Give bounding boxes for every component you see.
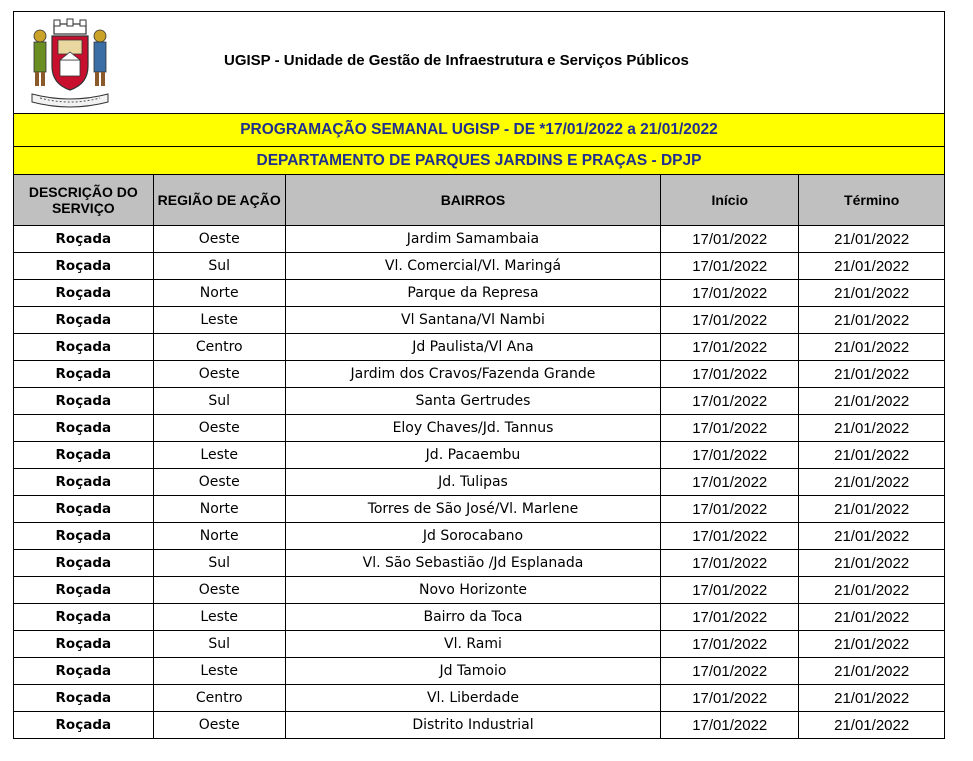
table-row [14, 253, 944, 280]
department-title: DEPARTAMENTO DE PARQUES JARDINS E PRAÇAS - DPJP [14, 147, 944, 175]
table-row [14, 307, 944, 334]
bairro-cell: Jd. Tulipas [285, 469, 660, 496]
regiao-cell: Leste [153, 442, 285, 469]
servico-cell: Roçada [14, 685, 153, 712]
termino-cell: 21/01/2022 [799, 712, 944, 739]
servico-cell: Roçada [14, 334, 153, 361]
table-row [14, 469, 944, 496]
servico-cell: Roçada [14, 388, 153, 415]
inicio-cell: 17/01/2022 [661, 577, 799, 604]
servico-cell: Roçada [14, 712, 153, 739]
inicio-cell: 17/01/2022 [661, 658, 799, 685]
bairro-cell: Santa Gertrudes [285, 388, 660, 415]
servico-cell: Roçada [14, 550, 153, 577]
regiao-cell: Centro [153, 685, 285, 712]
bairro-cell: Parque da Represa [285, 280, 660, 307]
regiao-cell: Norte [153, 523, 285, 550]
inicio-cell: 17/01/2022 [661, 280, 799, 307]
municipal-coat-of-arms-icon [24, 18, 116, 108]
inicio-cell: 17/01/2022 [661, 226, 799, 253]
table-row [14, 415, 944, 442]
table-row [14, 226, 944, 253]
termino-cell: 21/01/2022 [799, 469, 944, 496]
servico-cell: Roçada [14, 415, 153, 442]
inicio-cell: 17/01/2022 [661, 523, 799, 550]
table-row [14, 577, 944, 604]
servico-cell: Roçada [14, 523, 153, 550]
termino-cell: 21/01/2022 [799, 658, 944, 685]
table-row [14, 604, 944, 631]
bairro-cell: Distrito Industrial [285, 712, 660, 739]
table-row [14, 334, 944, 361]
table-row [14, 631, 944, 658]
bairro-cell: Vl. São Sebastião /Jd Esplanada [285, 550, 660, 577]
bairro-cell: Bairro da Toca [285, 604, 660, 631]
table-row [14, 523, 944, 550]
servico-cell: Roçada [14, 577, 153, 604]
table-row [14, 280, 944, 307]
column-header-inicio: Início [661, 175, 799, 226]
termino-cell: 21/01/2022 [799, 361, 944, 388]
regiao-cell: Leste [153, 658, 285, 685]
termino-cell: 21/01/2022 [799, 415, 944, 442]
regiao-cell: Sul [153, 550, 285, 577]
servico-cell: Roçada [14, 604, 153, 631]
inicio-cell: 17/01/2022 [661, 469, 799, 496]
termino-cell: 21/01/2022 [799, 334, 944, 361]
table-row [14, 361, 944, 388]
inicio-cell: 17/01/2022 [661, 361, 799, 388]
bairro-cell: Eloy Chaves/Jd. Tannus [285, 415, 660, 442]
termino-cell: 21/01/2022 [799, 280, 944, 307]
regiao-cell: Oeste [153, 361, 285, 388]
regiao-cell: Sul [153, 388, 285, 415]
column-header-termino: Término [799, 175, 944, 226]
table-row [14, 658, 944, 685]
bairro-cell: Jardim Samambaia [285, 226, 660, 253]
inicio-cell: 17/01/2022 [661, 388, 799, 415]
column-header-bairros: BAIRROS [285, 175, 660, 226]
servico-cell: Roçada [14, 226, 153, 253]
table-header-row [14, 175, 944, 226]
regiao-cell: Sul [153, 253, 285, 280]
inicio-cell: 17/01/2022 [661, 442, 799, 469]
table-row [14, 712, 944, 739]
servico-cell: Roçada [14, 307, 153, 334]
bairro-cell: Torres de São José/Vl. Marlene [285, 496, 660, 523]
regiao-cell: Oeste [153, 712, 285, 739]
bairro-cell: Jd Tamoio [285, 658, 660, 685]
table-row [14, 550, 944, 577]
column-header-servico: DESCRIÇÃO DO SERVIÇO [14, 175, 153, 226]
servico-cell: Roçada [14, 280, 153, 307]
inicio-cell: 17/01/2022 [661, 496, 799, 523]
bairro-cell: Vl. Rami [285, 631, 660, 658]
regiao-cell: Sul [153, 631, 285, 658]
termino-cell: 21/01/2022 [799, 442, 944, 469]
bairro-cell: Jardim dos Cravos/Fazenda Grande [285, 361, 660, 388]
inicio-cell: 17/01/2022 [661, 604, 799, 631]
inicio-cell: 17/01/2022 [661, 334, 799, 361]
servico-cell: Roçada [14, 442, 153, 469]
termino-cell: 21/01/2022 [799, 523, 944, 550]
bairro-cell: Vl. Liberdade [285, 685, 660, 712]
regiao-cell: Centro [153, 334, 285, 361]
inicio-cell: 17/01/2022 [661, 253, 799, 280]
termino-cell: 21/01/2022 [799, 253, 944, 280]
servico-cell: Roçada [14, 496, 153, 523]
table-row [14, 442, 944, 469]
termino-cell: 21/01/2022 [799, 307, 944, 334]
inicio-cell: 17/01/2022 [661, 631, 799, 658]
regiao-cell: Leste [153, 604, 285, 631]
schedule-title: PROGRAMAÇÃO SEMANAL UGISP - DE *17/01/2022 a 21/01/2022 [14, 114, 944, 147]
termino-cell: 21/01/2022 [799, 631, 944, 658]
termino-cell: 21/01/2022 [799, 496, 944, 523]
regiao-cell: Leste [153, 307, 285, 334]
termino-cell: 21/01/2022 [799, 577, 944, 604]
termino-cell: 21/01/2022 [799, 604, 944, 631]
bairro-cell: Jd Paulista/Vl Ana [285, 334, 660, 361]
bairro-cell: Jd. Pacaembu [285, 442, 660, 469]
organization-title: UGISP - Unidade de Gestão de Infraestrutura e Serviços Públicos [224, 52, 689, 69]
regiao-cell: Oeste [153, 469, 285, 496]
regiao-cell: Oeste [153, 415, 285, 442]
inicio-cell: 17/01/2022 [661, 550, 799, 577]
table-row [14, 496, 944, 523]
termino-cell: 21/01/2022 [799, 388, 944, 415]
inicio-cell: 17/01/2022 [661, 307, 799, 334]
bairro-cell: Vl Santana/Vl Nambi [285, 307, 660, 334]
regiao-cell: Oeste [153, 577, 285, 604]
termino-cell: 21/01/2022 [799, 550, 944, 577]
servico-cell: Roçada [14, 469, 153, 496]
inicio-cell: 17/01/2022 [661, 685, 799, 712]
schedule-sheet [13, 11, 945, 739]
termino-cell: 21/01/2022 [799, 685, 944, 712]
servico-cell: Roçada [14, 361, 153, 388]
bairro-cell: Vl. Comercial/Vl. Maringá [285, 253, 660, 280]
bairro-cell: Jd Sorocabano [285, 523, 660, 550]
column-header-regiao: REGIÃO DE AÇÃO [153, 175, 285, 226]
table-row [14, 388, 944, 415]
servico-cell: Roçada [14, 631, 153, 658]
inicio-cell: 17/01/2022 [661, 712, 799, 739]
schedule-table [14, 175, 944, 738]
regiao-cell: Norte [153, 280, 285, 307]
table-row [14, 685, 944, 712]
inicio-cell: 17/01/2022 [661, 415, 799, 442]
servico-cell: Roçada [14, 253, 153, 280]
regiao-cell: Norte [153, 496, 285, 523]
bairro-cell: Novo Horizonte [285, 577, 660, 604]
servico-cell: Roçada [14, 658, 153, 685]
sheet-header [14, 12, 944, 114]
termino-cell: 21/01/2022 [799, 226, 944, 253]
regiao-cell: Oeste [153, 226, 285, 253]
